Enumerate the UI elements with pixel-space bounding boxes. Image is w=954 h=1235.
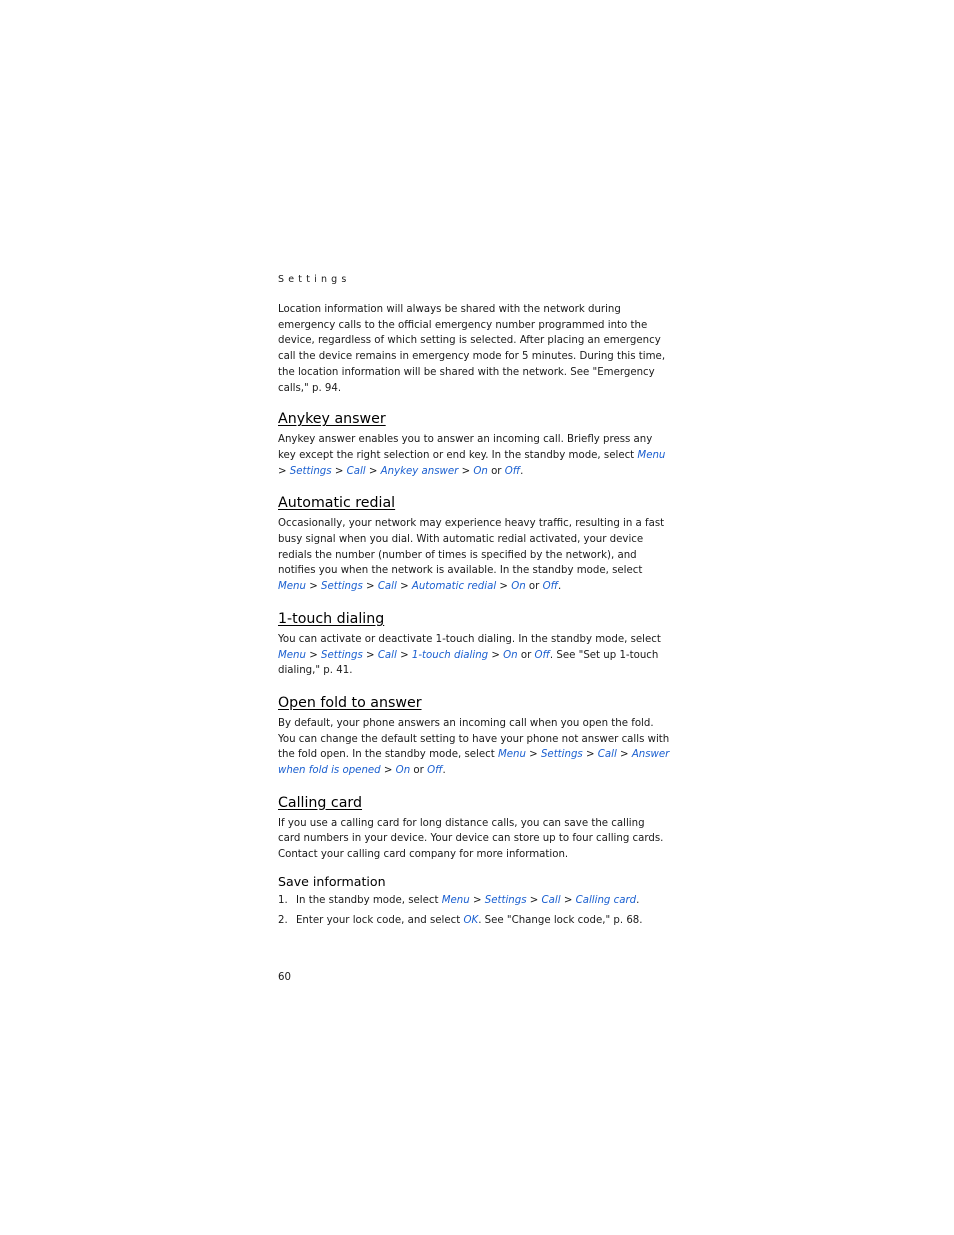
section-open-fold-to-answer	[278, 694, 670, 779]
off-option-link[interactable]: Off	[504, 465, 521, 477]
call-link[interactable]: Call	[346, 465, 366, 477]
call-link[interactable]: Call	[541, 894, 561, 906]
off-option-link[interactable]: Off	[534, 649, 550, 661]
on-option-link[interactable]: On	[503, 649, 518, 661]
heading-save-information: Save information	[278, 873, 386, 889]
list-item	[278, 913, 670, 929]
menu-link[interactable]: Menu	[278, 581, 306, 593]
section-automatic-redial	[278, 494, 670, 595]
call-link[interactable]: Call	[377, 581, 397, 593]
step-text: In the standby mode, select Menu > Settings > Call > Calling card.	[296, 894, 640, 906]
save-steps-list	[278, 893, 670, 928]
settings-link[interactable]: Settings	[540, 749, 583, 761]
heading-automatic-redial: Automatic redial	[278, 495, 396, 512]
manual-page	[278, 273, 670, 985]
menu-link[interactable]: Menu	[441, 894, 470, 906]
section-calling-card	[278, 794, 670, 863]
openfold-paragraph: By default, your phone answers an incoming call when you open the fold. You can change the default setting to have your phone not answer calls with the fold open. In the standby mode, select Menu > Settings > Call > Answer when fold is opened > On or Off.	[278, 717, 670, 777]
anykey-paragraph: Anykey answer enables you to answer an incoming call. Briefly press any key except the right selection or end key. In the standby mode, select Menu > Settings > Call > Anykey answer > On or Off.	[278, 434, 666, 477]
heading-open-fold-to-answer: Open fold to answer	[278, 694, 422, 711]
calling-card-link[interactable]: Calling card	[575, 894, 637, 906]
callingcard-paragraph: If you use a calling card for long distance calls, you can save the calling card numbers in your device. Your device can store up to four calling cards. Contact your calling card company for more information.	[278, 817, 664, 861]
page-number: 60	[278, 972, 291, 984]
running-header: Settings	[278, 274, 351, 285]
heading-1-touch-dialing: 1-touch dialing	[278, 610, 385, 627]
step-number: 2.	[278, 914, 288, 926]
menu-link[interactable]: Menu	[637, 449, 666, 461]
on-option-link[interactable]: On	[511, 581, 526, 593]
heading-anykey-answer: Anykey answer	[278, 411, 386, 428]
settings-link[interactable]: Settings	[484, 894, 527, 906]
1-touch-dialing-link[interactable]: 1-touch dialing	[411, 649, 489, 661]
off-option-link[interactable]: Off	[542, 581, 558, 593]
list-item	[278, 893, 670, 909]
intro-paragraph: Location information will always be shared with the network during emergency calls to the official emergency number programmed into the device, regardless of which setting is selected. After placing an emergency call the device remains in emergency mode for 5 minutes. During this time, the location information will be shared with the network. See "Emergency calls," p. 94.	[278, 304, 666, 394]
section-anykey-answer	[278, 410, 670, 479]
step-text: Enter your lock code, and select OK. See "Change lock code," p. 68.	[296, 914, 643, 926]
onetouch-paragraph: You can activate or deactivate 1-touch dialing. In the standby mode, select Menu > Settings > Call > 1-touch dialing > On or Off. See "Set up 1-touch dialing," p. 41.	[278, 633, 661, 677]
on-option-link[interactable]: On	[395, 765, 411, 777]
section-1-touch-dialing	[278, 610, 670, 679]
step-number: 1.	[278, 894, 288, 906]
menu-link[interactable]: Menu	[497, 749, 526, 761]
heading-calling-card: Calling card	[278, 794, 363, 811]
subsection-save-information	[278, 874, 670, 928]
call-link[interactable]: Call	[597, 749, 617, 761]
off-option-link[interactable]: Off	[427, 765, 443, 777]
settings-link[interactable]: Settings	[289, 465, 332, 477]
settings-link[interactable]: Settings	[321, 649, 363, 661]
settings-link[interactable]: Settings	[321, 581, 363, 593]
redial-paragraph: Occasionally, your network may experience heavy traffic, resulting in a fast busy signal when you dial. With automatic redial activated, your device redials the number (number of times is specified by the network), and notifies you when the network is available. In the standby mode, select Menu > Settings > Call > Automatic redial > On or Off.	[278, 518, 665, 593]
automatic-redial-link[interactable]: Automatic redial	[411, 581, 497, 593]
ok-key-link[interactable]: OK	[463, 914, 479, 926]
call-link[interactable]: Call	[377, 649, 397, 661]
answer-when-fold-is-opened-link[interactable]: Answer when fold is opened	[278, 749, 670, 777]
on-option-link[interactable]: On	[473, 465, 488, 477]
anykey-answer-link[interactable]: Anykey answer	[380, 465, 459, 477]
menu-link[interactable]: Menu	[278, 649, 306, 661]
